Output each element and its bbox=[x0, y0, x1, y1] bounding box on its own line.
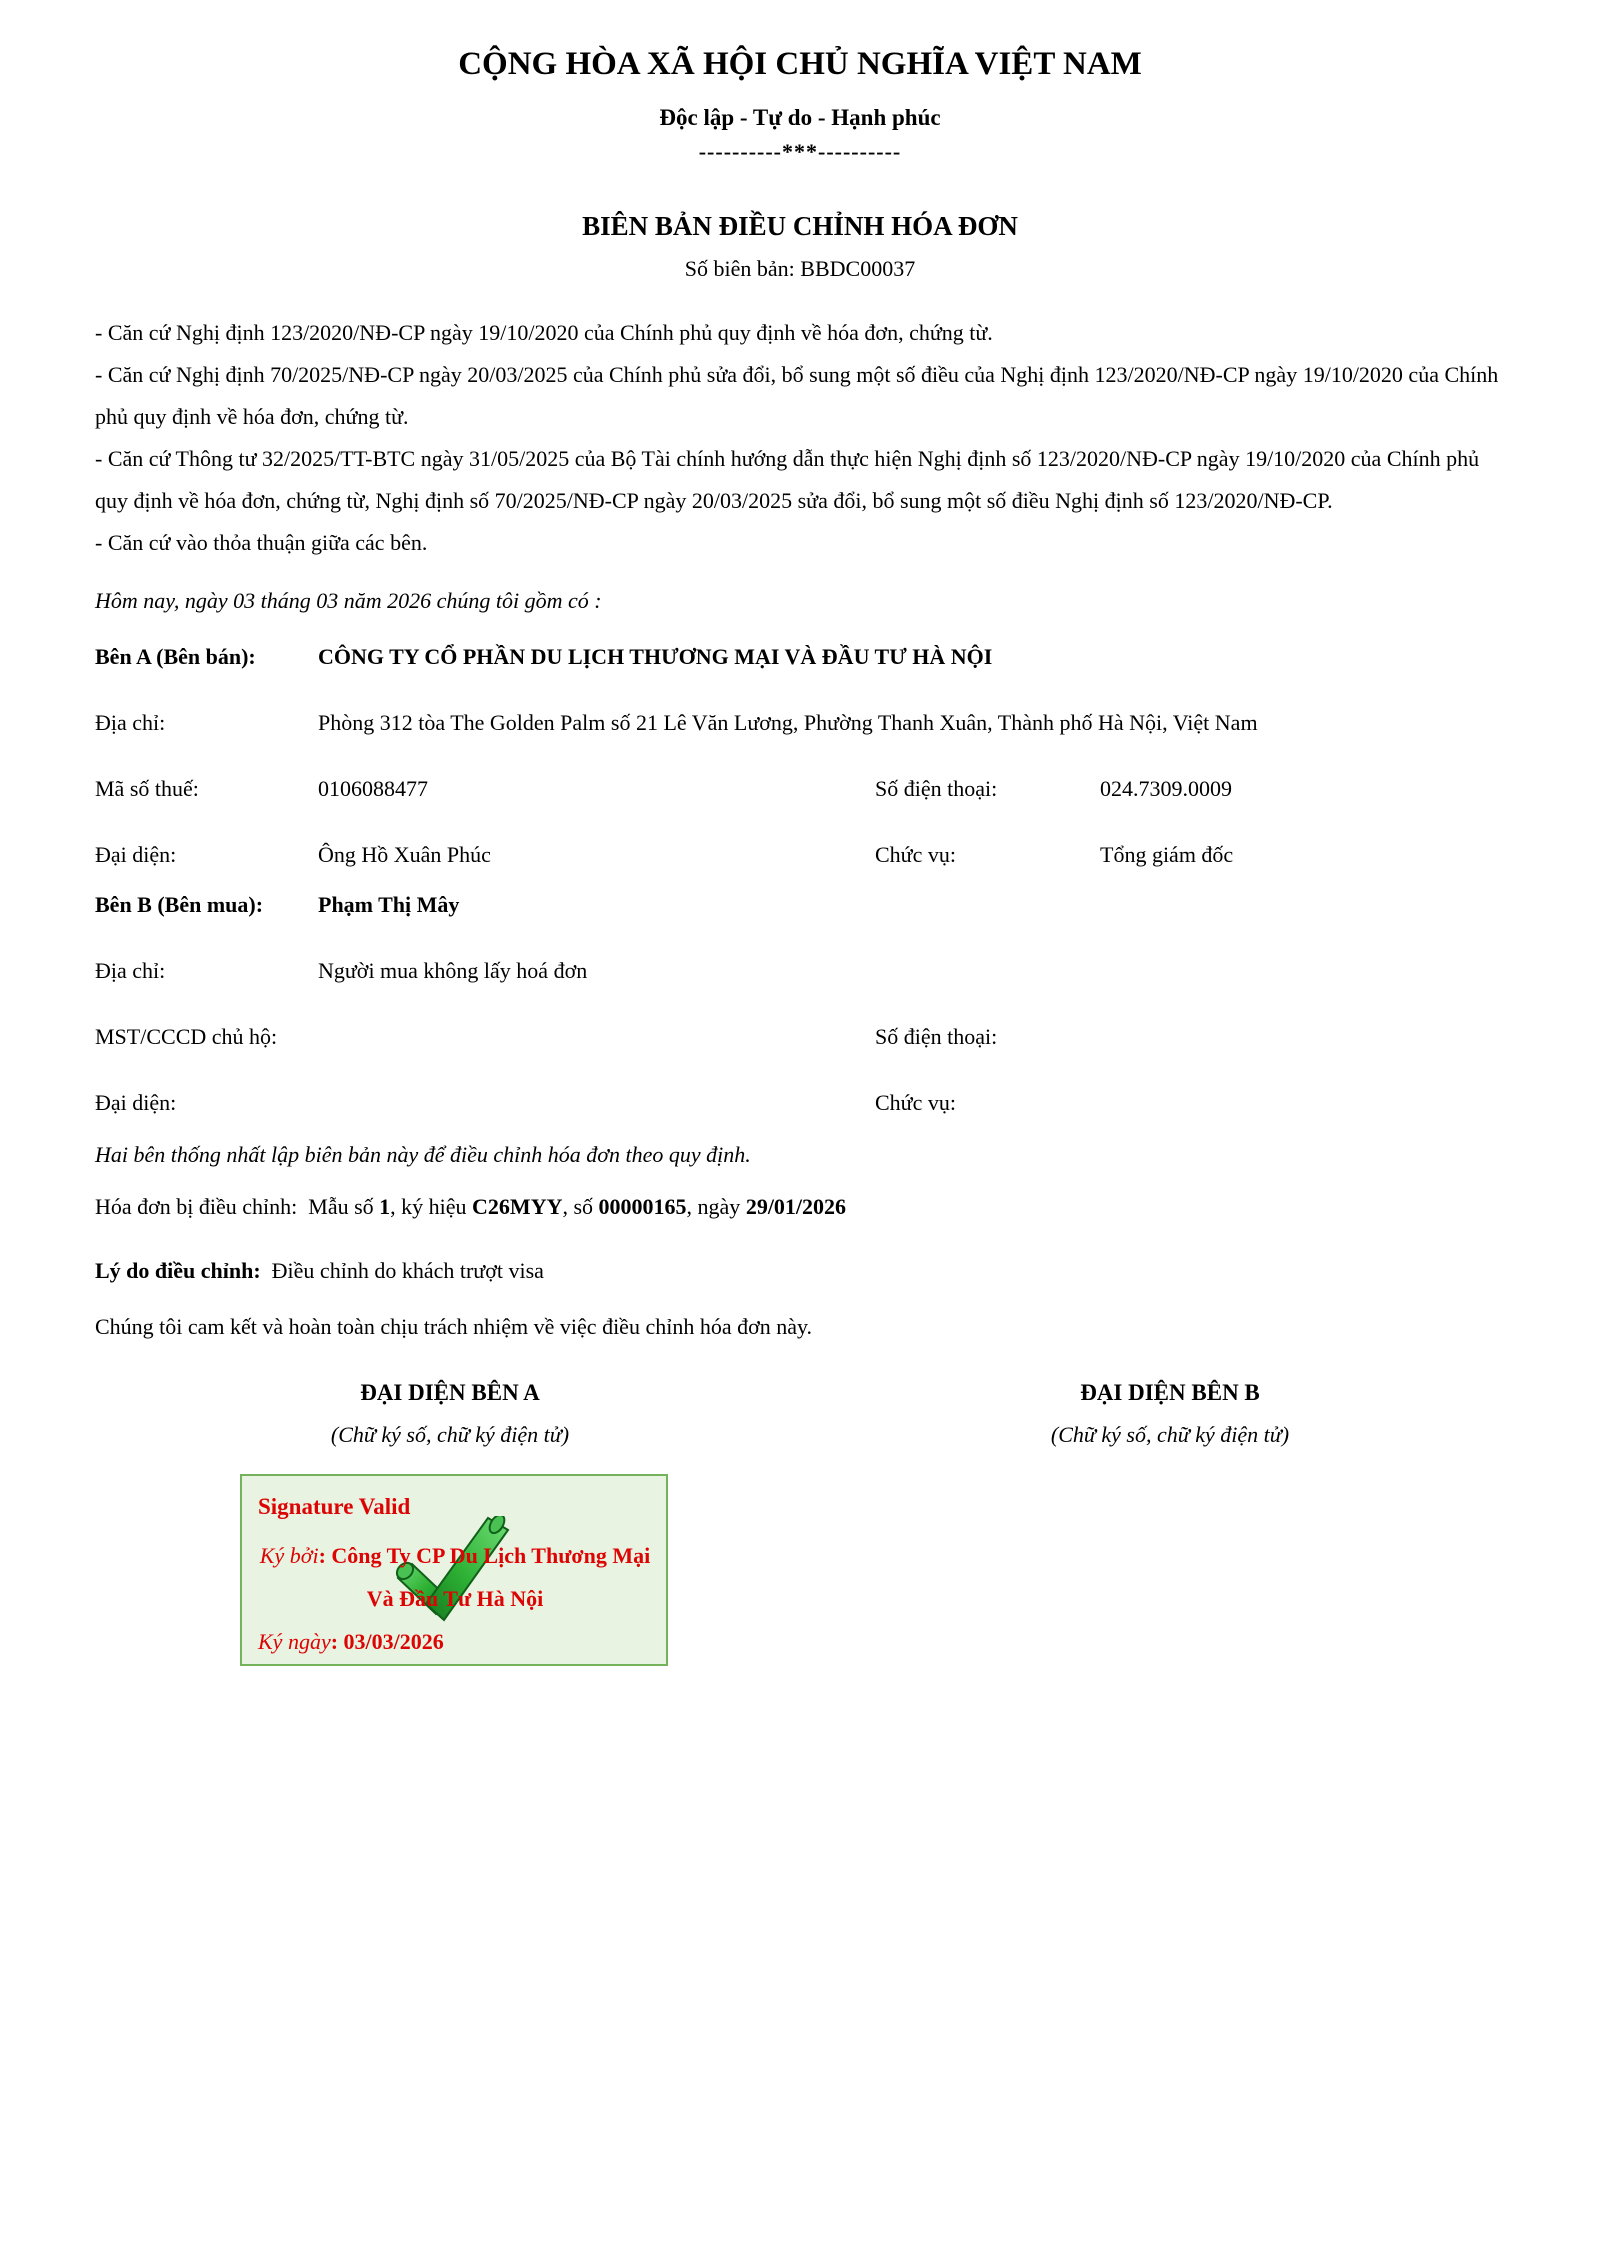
party-b-name: Phạm Thị Mây bbox=[318, 892, 460, 917]
party-a-sign-title: ĐẠI DIỆN BÊN A bbox=[360, 1380, 540, 1405]
party-b-address-label: Địa chỉ: bbox=[95, 958, 166, 983]
legal-basis-line: - Căn cứ vào thỏa thuận giữa các bên. bbox=[95, 530, 428, 555]
party-b-sign-title: ĐẠI DIỆN BÊN B bbox=[1080, 1380, 1260, 1405]
adjustment-reason-line bbox=[95, 1256, 1505, 1286]
legal-basis-line: - Căn cứ Thông tư 32/2025/TT-BTC ngày 31/05/2025 của Bộ Tài chính hướng dẫn thực hiện Nghị định số 123/2020/NĐ-CP ngày 19/10/2020 của Chính phủ quy định về hóa đơn, chứng từ, Nghị định số 70/2025/NĐ-CP ngày 20/03/2025 sửa đổi, bổ sung một số điều Nghị định số 123/2020/NĐ-CP. bbox=[95, 446, 1480, 513]
party-a-phone: 024.7309.0009 bbox=[1100, 776, 1232, 801]
reason-text: Điều chỉnh do khách trượt visa bbox=[260, 1258, 544, 1283]
party-a-tax-label: Mã số thuế: bbox=[95, 776, 199, 801]
invoice-serial-label: , ký hiệu bbox=[390, 1194, 473, 1219]
party-b-phone-label: Số điện thoại: bbox=[875, 1024, 998, 1049]
commitment-line: Chúng tôi cam kết và hoàn toàn chịu trách nhiệm về việc điều chỉnh hóa đơn này. bbox=[95, 1314, 813, 1339]
national-motto: Độc lập - Tự do - Hạnh phúc bbox=[659, 105, 941, 130]
legal-basis-line: - Căn cứ Nghị định 70/2025/NĐ-CP ngày 20/03/2025 của Chính phủ sửa đổi, bổ sung một số điều của Nghị định 123/2020/NĐ-CP ngày 19/10/2020 của Chính phủ quy định về hóa đơn, chứng từ. bbox=[95, 362, 1499, 429]
adjusted-invoice-line bbox=[95, 1192, 1505, 1222]
national-header bbox=[95, 46, 1505, 282]
party-a-address-label: Địa chỉ: bbox=[95, 710, 166, 735]
party-a-rep-label: Đại diện: bbox=[95, 842, 177, 867]
party-b-address: Người mua không lấy hoá đơn bbox=[318, 958, 588, 983]
party-a-tax-code: 0106088477 bbox=[318, 776, 428, 801]
invoice-label: Hóa đơn bị điều chỉnh: Mẫu số bbox=[95, 1194, 380, 1219]
intro-line: Hôm nay, ngày 03 tháng 03 năm 2026 chúng tôi gồm có : bbox=[95, 588, 602, 613]
signed-by-value: : Công Ty CP Du Lịch Thương Mại Và Đầu Tư Hà Nội bbox=[318, 1543, 651, 1611]
party-b-sign-subtitle: (Chữ ký số, chữ ký điện tử) bbox=[1050, 1422, 1290, 1447]
invoice-form-number: 1 bbox=[379, 1194, 391, 1219]
invoice-date: 29/01/2026 bbox=[745, 1194, 847, 1219]
party-a-address: Phòng 312 tòa The Golden Palm số 21 Lê Văn Lương, Phường Thanh Xuân, Thành phố Hà Nội, Việt Nam bbox=[318, 710, 1258, 735]
document-number: Số biên bản: BBDC00037 bbox=[684, 256, 916, 281]
document-title: BIÊN BẢN ĐIỀU CHỈNH HÓA ĐƠN bbox=[582, 211, 1018, 241]
stamp-valid-text: Signature Valid bbox=[258, 1494, 411, 1519]
party-b-rep-label: Đại diện: bbox=[95, 1090, 177, 1115]
signed-date-value: : 03/03/2026 bbox=[330, 1629, 444, 1654]
header-divider: ----------***---------- bbox=[698, 139, 902, 164]
party-b-title-label: Chức vụ: bbox=[875, 1090, 956, 1115]
party-b-section bbox=[95, 892, 1505, 1116]
stamp-signed-by-line bbox=[258, 1534, 652, 1620]
party-b-rep bbox=[318, 1090, 875, 1116]
party-b-phone bbox=[1100, 1024, 1505, 1050]
signature-party-b bbox=[860, 1380, 1480, 1448]
invoice-number-label: , số bbox=[562, 1194, 599, 1219]
legal-basis-section bbox=[95, 312, 1505, 564]
party-b-title bbox=[1100, 1090, 1505, 1116]
national-title: CỘNG HÒA XÃ HỘI CHỦ NGHĨA VIỆT NAM bbox=[458, 46, 1142, 82]
party-a-rep: Ông Hồ Xuân Phúc bbox=[318, 842, 491, 867]
reason-label: Lý do điều chỉnh: bbox=[95, 1258, 261, 1283]
legal-basis-line: - Căn cứ Nghị định 123/2020/NĐ-CP ngày 19/10/2020 của Chính phủ quy định về hóa đơn, chứng từ. bbox=[95, 320, 993, 345]
signature-section bbox=[95, 1380, 1505, 1448]
digital-signature-stamp bbox=[240, 1474, 668, 1666]
party-a-section bbox=[95, 644, 1505, 868]
invoice-date-label: , ngày bbox=[686, 1194, 746, 1219]
party-a-name: CÔNG TY CỔ PHẦN DU LỊCH THƯƠNG MẠI VÀ ĐẦU TƯ HÀ NỘI bbox=[318, 644, 993, 669]
party-b-label: Bên B (Bên mua): bbox=[95, 892, 264, 917]
party-b-id-label: MST/CCCD chủ hộ: bbox=[95, 1024, 278, 1049]
party-a-label: Bên A (Bên bán): bbox=[95, 644, 256, 669]
adjustment-section bbox=[95, 1140, 1505, 1342]
agreement-statement: Hai bên thống nhất lập biên bản này để điều chỉnh hóa đơn theo quy định. bbox=[95, 1142, 751, 1167]
stamp-signed-date-line bbox=[258, 1629, 652, 1655]
signature-party-a bbox=[135, 1380, 765, 1448]
party-b-id bbox=[318, 1024, 875, 1050]
invoice-number: 00000165 bbox=[598, 1194, 687, 1219]
signed-by-label: Ký bởi bbox=[259, 1543, 319, 1568]
party-a-title: Tổng giám đốc bbox=[1100, 842, 1234, 867]
signed-date-label: Ký ngày bbox=[258, 1629, 331, 1654]
invoice-serial: C26MYY bbox=[472, 1194, 563, 1219]
party-a-phone-label: Số điện thoại: bbox=[875, 776, 998, 801]
party-a-title-label: Chức vụ: bbox=[875, 842, 956, 867]
party-a-sign-subtitle: (Chữ ký số, chữ ký điện tử) bbox=[330, 1422, 570, 1447]
